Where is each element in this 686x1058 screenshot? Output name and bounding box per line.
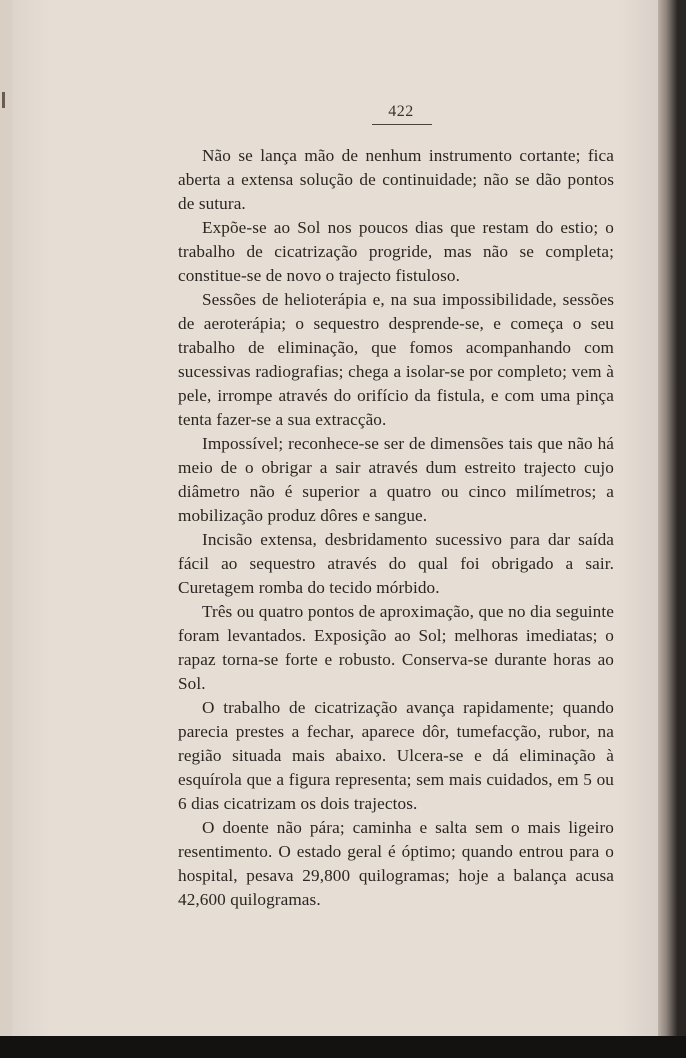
scan-bottom-border [0, 1036, 686, 1058]
paragraph-5: Incisão extensa, desbridamento sucessivo para dar saída fácil ao sequestro através do qual foi obrigado a sair. Curetagem romba do tecido mórbido. [178, 530, 614, 597]
paragraph-6: Três ou quatro pontos de aproximação, que no dia seguinte foram levantados. Exposição ao Sol; melhoras imediatas; o rapaz torna-se forte e robusto. Conserva-se durante horas ao Sol. [178, 602, 614, 693]
paragraph-7: O trabalho de cicatrização avança rapidamente; quando parecia prestes a fechar, aparece dôr, tumefacção, rubor, na região situada mais abaixo. Ulcera-se e dá eliminação à esquírola que a figura representa; sem mais cuidados, em 5 ou 6 dias cicatrizam os dois trajectos. [178, 698, 614, 813]
binding-mark [2, 92, 5, 108]
paragraph-2: Expõe-se ao Sol nos poucos dias que restam do estio; o trabalho de cicatrização progride, mas não se completa; constitue-se de novo o trajecto fistuloso. [178, 218, 614, 285]
paragraph-8: O doente não pára; caminha e salta sem o mais ligeiro resentimento. O estado geral é óptimo; quando entrou para o hospital, pesava 29,800 quilogramas; hoje a balança acusa 42,600 quilogramas. [178, 818, 614, 909]
paragraph-3: Sessões de helioterápia e, na sua impossibilidade, sessões de aeroterápia; o sequestro desprende-se, e começa o seu trabalho de eliminação, que fomos acompanhando com sucessivas radiografias; chega a isolar-se por completo; vem à pele, irrompe através do orifício da fistula, e com uma pinça tenta fazer-se a sua extracção. [178, 290, 614, 429]
page-edge-shadow [658, 0, 686, 1036]
paragraph-4: Impossível; reconhece-se ser de dimensões tais que não há meio de o obrigar a sair através dum estreito trajecto cujo diâmetro não é superior a quatro ou cinco milímetros; a mobilização produz dôres e sangue. [178, 434, 614, 525]
paragraph-1: Não se lança mão de nenhum instrumento cortante; fica aberta a extensa solução de continuidade; não se dão pontos de sutura. [178, 146, 614, 213]
page-number: 422 [388, 103, 414, 120]
page-number-rule [372, 124, 432, 125]
body-text [178, 144, 614, 912]
